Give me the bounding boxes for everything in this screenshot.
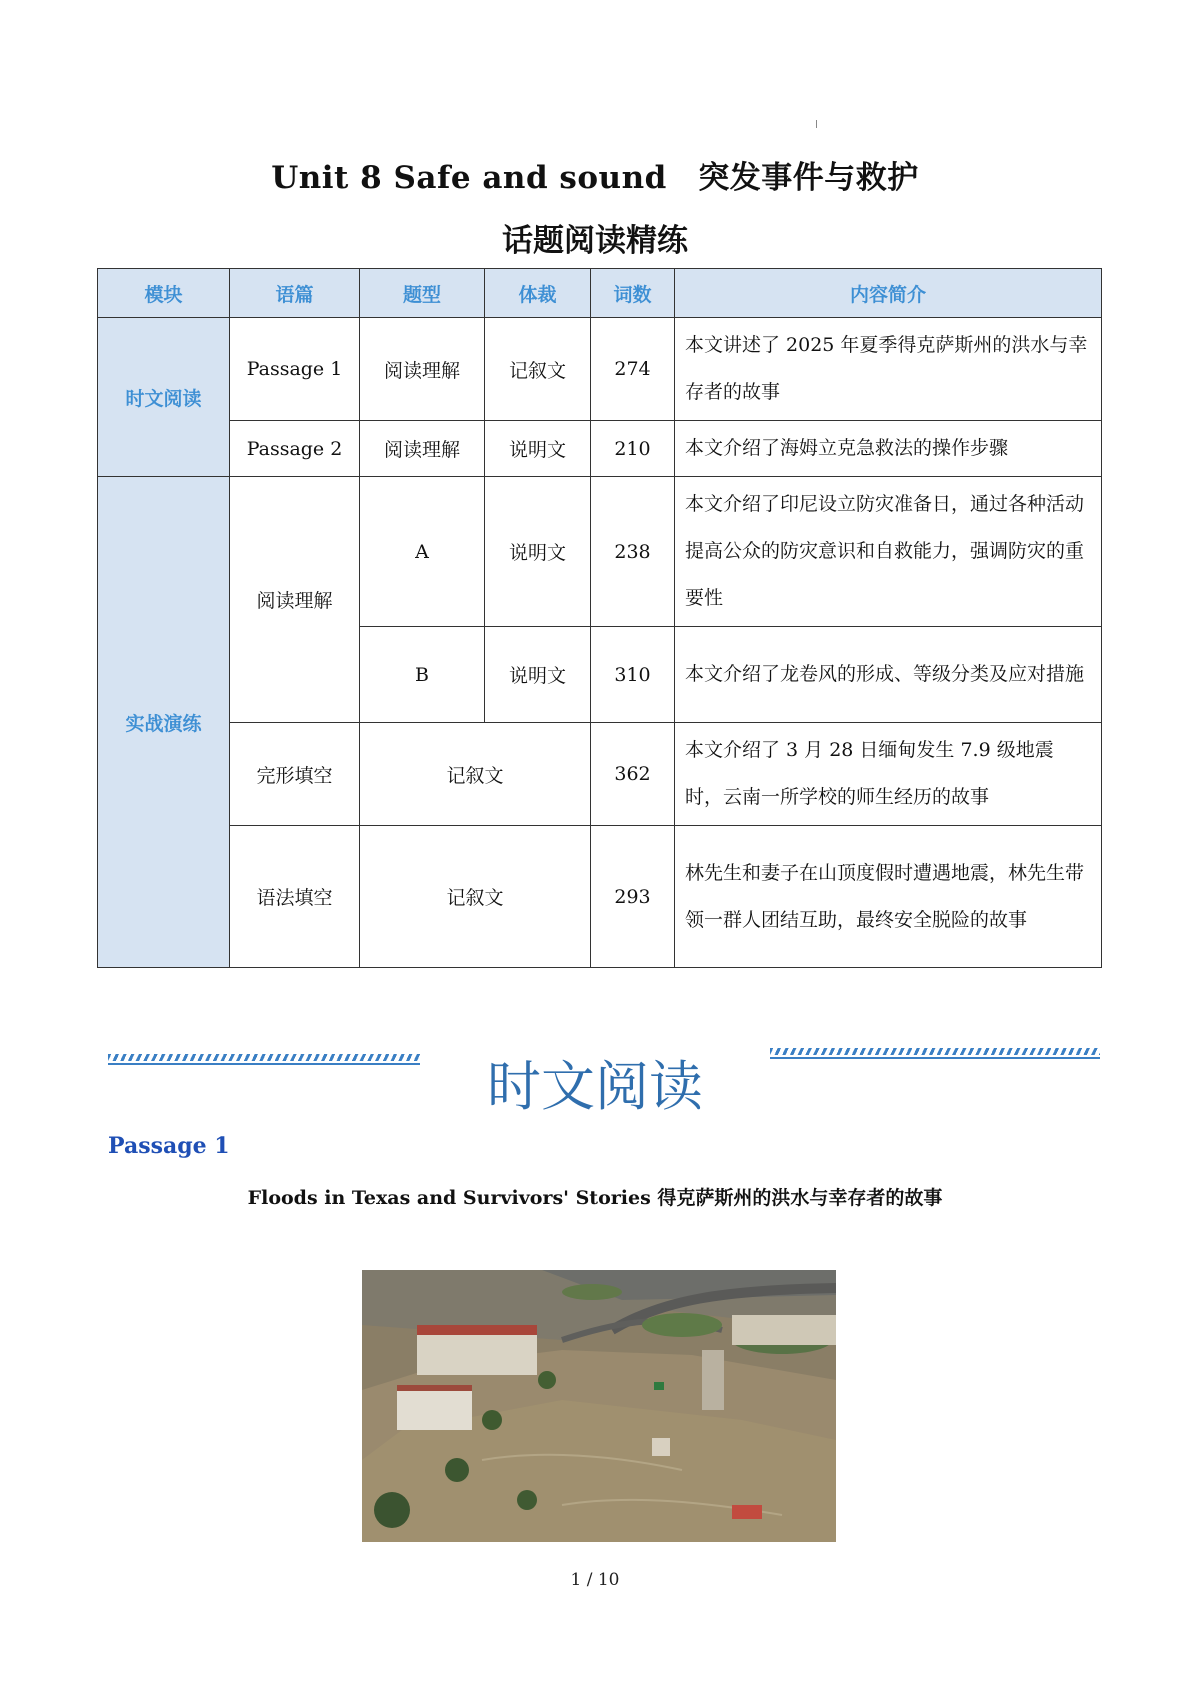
header-words: 词数	[591, 269, 675, 318]
header-module: 模块	[98, 269, 230, 318]
cell-passage: 语法填空	[230, 826, 360, 968]
cell-summary: 本文介绍了海姆立克急救法的操作步骤	[675, 421, 1102, 477]
table-row	[98, 318, 1102, 421]
cell-passage: 完形填空	[230, 723, 360, 826]
cell-genre: 说明文	[485, 421, 591, 477]
flood-photo	[362, 1270, 836, 1542]
table-header-row	[98, 269, 1102, 318]
cell-words: 210	[591, 421, 675, 477]
overview-table	[97, 268, 1102, 968]
cell-type: B	[360, 627, 485, 723]
table-row	[98, 421, 1102, 477]
cell-genre: 记叙文	[360, 826, 591, 968]
cell-summary: 本文介绍了龙卷风的形成、等级分类及应对措施	[675, 627, 1102, 723]
page-subtitle: 话题阅读精练	[502, 223, 688, 259]
header-summary: 内容简介	[675, 269, 1102, 318]
cell-passage: Passage 2	[230, 421, 360, 477]
header-type: 题型	[360, 269, 485, 318]
cell-genre: 说明文	[485, 627, 591, 723]
page-number: 1 / 10	[570, 1570, 620, 1590]
cell-summary: 林先生和妻子在山顶度假时遭遇地震，林先生带领一群人团结互助，最终安全脱险的故事	[675, 826, 1102, 968]
cell-genre: 记叙文	[360, 723, 591, 826]
cell-words: 274	[591, 318, 675, 421]
cell-type: A	[360, 477, 485, 627]
table-row	[98, 826, 1102, 968]
table-row	[98, 723, 1102, 826]
table-row	[98, 477, 1102, 627]
cell-words: 362	[591, 723, 675, 826]
cell-summary: 本文介绍了印尼设立防灾准备日，通过各种活动提高公众的防灾意识和自救能力，强调防灾的重要性	[675, 477, 1102, 627]
cell-type: 阅读理解	[360, 421, 485, 477]
module-practice: 实战演练	[98, 477, 230, 968]
header-passage: 语篇	[230, 269, 360, 318]
module-current-reading: 时文阅读	[98, 318, 230, 477]
cell-words: 293	[591, 826, 675, 968]
cell-type: 阅读理解	[360, 318, 485, 421]
page-title: Unit 8 Safe and sound 突发事件与救护	[271, 160, 919, 196]
cell-passage: 阅读理解	[230, 477, 360, 723]
page-mark	[816, 120, 817, 128]
cell-genre: 记叙文	[485, 318, 591, 421]
header-genre: 体裁	[485, 269, 591, 318]
section-banner: 时文阅读	[487, 1055, 703, 1118]
cell-summary: 本文介绍了 3 月 28 日缅甸发生 7.9 级地震时，云南一所学校的师生经历的故事	[675, 723, 1102, 826]
cell-genre: 说明文	[485, 477, 591, 627]
passage-title: Floods in Texas and Survivors' Stories 得克萨斯州的洪水与幸存者的故事	[247, 1187, 943, 1209]
cell-words: 238	[591, 477, 675, 627]
cell-words: 310	[591, 627, 675, 723]
passage-label: Passage 1	[108, 1133, 230, 1159]
cell-passage: Passage 1	[230, 318, 360, 421]
cell-summary: 本文讲述了 2025 年夏季得克萨斯州的洪水与幸存者的故事	[675, 318, 1102, 421]
